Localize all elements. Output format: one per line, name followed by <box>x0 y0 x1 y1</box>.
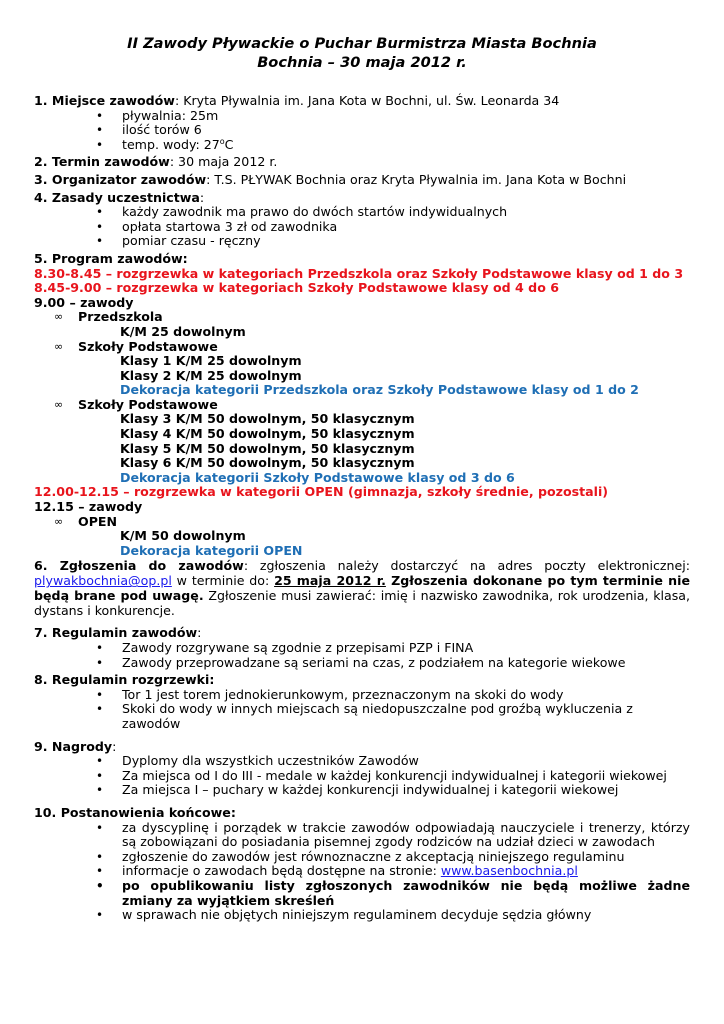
section-3-heading: 3. Organizator zawodów <box>34 171 207 187</box>
section-6-heading: 6. Zgłoszenia do zawodów <box>34 558 244 574</box>
list-item: • Za miejsca od I do III - medale w każdej konkurencji indywidualnej i kategorii wiekowej <box>34 769 690 784</box>
section-5-heading: 5. Program zawodów: <box>34 250 188 266</box>
race-item: Klasy 4 K/M 50 dowolnym, 50 klasycznym <box>120 426 415 442</box>
list-item: • Skoki do wody w innych miejscach są niedopuszczalne pod groźbą wykluczenia z zawodów <box>34 702 690 731</box>
section-9 <box>34 740 690 755</box>
section-2-heading: 2. Termin zawodów <box>34 154 170 170</box>
title-line-1: II Zawody Pływackie o Puchar Burmistrza Miasta Bochnia <box>127 35 597 52</box>
race-item: Klasy 3 K/M 50 dowolnym, 50 klasycznym <box>120 411 415 427</box>
temp-unit: C <box>224 136 234 152</box>
document-title <box>34 34 690 72</box>
warmup-1: 8.30-8.45 – rozgrzewka w kategoriach Przedszkola oraz Szkoły Podstawowe klasy od 1 do 3 <box>34 265 684 281</box>
deadline-warning: Zgłoszenia dokonane po tym terminie nie będą brane pod uwagę. <box>34 573 690 604</box>
list-item: • Zawody przeprowadzane są seriami na czas, z podziałem na kategorie wiekowe <box>34 656 690 671</box>
award-ceremony-1: Dekoracja kategorii Przedszkola oraz Szkoły Podstawowe klasy od 1 do 2 <box>120 382 639 398</box>
degree-sign: o <box>219 136 225 146</box>
section-4 <box>34 191 690 206</box>
race-item: Klasy 2 K/M 25 dowolnym <box>120 367 302 383</box>
list-item: • Za miejsca I – puchary w każdej konkurencji indywidualnej i kategorii wiekowej <box>34 783 690 798</box>
water-temp: temp. wody: 27 <box>122 136 220 152</box>
section-6-text: w terminie do: <box>171 573 275 589</box>
list-item: • pomiar czasu - ręczny <box>34 234 690 249</box>
section-4-heading: 4. Zasady uczestnictwa <box>34 189 200 205</box>
start-2: 12.15 – zawody <box>34 499 143 515</box>
list-item-text: informacje o zawodach będą dostępne na stronie: <box>122 863 441 879</box>
section-7-heading: 7. Regulamin zawodów <box>34 625 198 641</box>
section-3-text: : T.S. PŁYWAK Bochnia oraz Kryta Pływalnia im. Jana Kota w Bochni <box>206 171 627 187</box>
list-item: • za dyscyplinę i porządek w trakcie zawodów odpowiadają nauczyciele i trenerzy, którzy są zobowiązani do posiadania pisemnej zgody rodziców na udział dzieci w zawodach <box>34 821 690 850</box>
list-item: • po opublikowaniu listy zgłoszonych zawodników nie będą możliwe żadne zmiany za wyjątkiem skreśleń <box>34 879 690 908</box>
list-item: • pływalnia: 25m <box>34 109 690 124</box>
section-7 <box>34 626 690 641</box>
award-ceremony-3: Dekoracja kategorii OPEN <box>120 542 303 558</box>
list-item: • zgłoszenie do zawodów jest równoznaczne z akceptacją niniejszego regulaminu <box>34 850 690 865</box>
category-preschool: ∞ Przedszkola <box>34 310 690 325</box>
list-item: • każdy zawodnik ma prawo do dwóch startów indywidualnych <box>34 205 690 220</box>
start-1: 9.00 – zawody <box>34 294 134 310</box>
category-open: ∞ OPEN <box>34 515 690 530</box>
list-item: • opłata startowa 3 zł od zawodnika <box>34 220 690 235</box>
race-item: K/M 25 dowolnym <box>120 323 246 339</box>
section-6 <box>34 558 690 618</box>
section-6-text: Zgłoszenie musi zawierać: imię i nazwisko zawodnika, rok urodzenia, klasa, dystans i konkurencje. <box>34 588 691 619</box>
section-6-text: : zgłoszenia należy dostarczyć na adres poczty elektronicznej: <box>243 558 690 574</box>
website-link[interactable]: www.basenbochnia.pl <box>440 863 578 879</box>
race-item: Klasy 5 K/M 50 dowolnym, 50 klasycznym <box>120 440 415 456</box>
section-2 <box>34 155 690 170</box>
category-primary-1: ∞ Szkoły Podstawowe <box>34 340 690 355</box>
list-item <box>34 138 690 153</box>
list-item: • w sprawach nie objętych niniejszym regulaminem decyduje sędzia główny <box>34 908 690 923</box>
race-item: Klasy 1 K/M 25 dowolnym <box>120 353 302 369</box>
warmup-3: 12.00-12.15 – rozgrzewka w kategorii OPEN (gimnazja, szkoły średnie, pozostali) <box>34 484 609 500</box>
list-item: • Tor 1 jest torem jednokierunkowym, przeznaczonym na skoki do wody <box>34 688 690 703</box>
document-page <box>34 34 690 923</box>
title-line-2: Bochnia – 30 maja 2012 r. <box>257 54 467 71</box>
colon: : <box>199 189 205 205</box>
section-1-heading: 1. Miejsce zawodów <box>34 93 175 108</box>
colon: : <box>112 738 117 754</box>
section-9-heading: 9. Nagrody <box>34 738 113 754</box>
warmup-2: 8.45-9.00 – rozgrzewka w kategoriach Szkoły Podstawowe klasy od 4 do 6 <box>34 280 559 296</box>
race-item: K/M 50 dowolnym <box>120 528 246 544</box>
section-3 <box>34 173 690 188</box>
category-primary-2: ∞ Szkoły Podstawowe <box>34 398 690 413</box>
award-ceremony-2: Dekoracja kategorii Szkoły Podstawowe klasy od 3 do 6 <box>120 469 515 485</box>
list-item <box>34 864 690 879</box>
email-link[interactable]: plywakbochnia@op.pl <box>34 573 172 589</box>
colon: : <box>197 625 202 641</box>
section-8-heading: 8. Regulamin rozgrzewki: <box>34 672 215 688</box>
section-1-text: : Kryta Pływalnia im. Jana Kota w Bochni, ul. Św. Leonarda 34 <box>174 93 560 108</box>
section-2-text: : 30 maja 2012 r. <box>169 154 278 170</box>
list-item: • Dyplomy dla wszystkich uczestników Zawodów <box>34 754 690 769</box>
section-10-heading: 10. Postanowienia końcowe: <box>34 804 236 820</box>
section-1 <box>34 94 690 109</box>
race-item: Klasy 6 K/M 50 dowolnym, 50 klasycznym <box>120 455 415 471</box>
list-item: • Zawody rozgrywane są zgodnie z przepisami PZP i FINA <box>34 641 690 656</box>
deadline-date: 25 maja 2012 r. <box>274 573 386 589</box>
list-item: • ilość torów 6 <box>34 123 690 138</box>
